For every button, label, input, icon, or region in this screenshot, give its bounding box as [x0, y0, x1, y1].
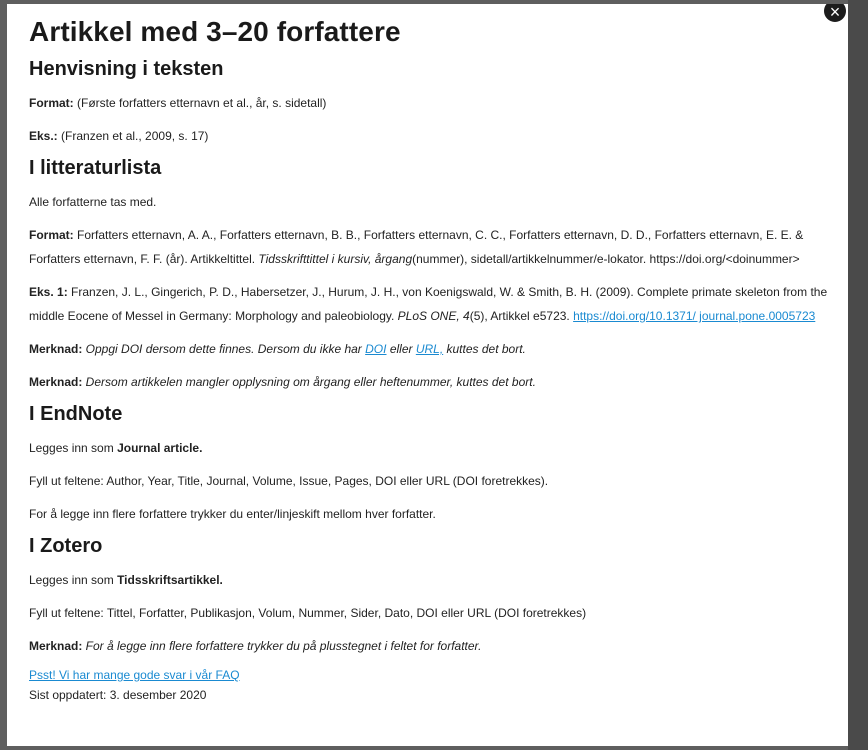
reflist-example: Eks. 1: Franzen, J. L., Gingerich, P. D., Habersetzer, J., Hurum, J. H., von Koenigswald, W. & Smith, B. H. (2009). Complete primate skeleton from the middle Eocene of Messel in Germany: Morphology and paleobiology. PLoS ONE, 4(5), Artikkel e5723. https://doi.org/10.1371/ journal.pone.0005723 [29, 285, 828, 323]
citation-example: Eks.: (Franzen et al., 2009, s. 17) [29, 129, 209, 143]
citation-modal [7, 4, 848, 746]
page-title: Artikkel med 3–20 forfattere [29, 16, 401, 47]
reflist-note-doi: Merknad: Oppgi DOI dersom dette finnes. Dersom du ikke har DOI eller URL, kuttes det bort. [29, 342, 526, 356]
section-heading-reflist: I litteraturlista [29, 157, 162, 179]
section-heading-endnote: I EndNote [29, 403, 123, 425]
zotero-note: Merknad: For å legge inn flere forfattere trykker du på plusstegnet i feltet for forfatter. [29, 639, 482, 653]
last-updated: Sist oppdatert: 3. desember 2020 [29, 688, 207, 702]
faq-link[interactable]: Psst! Vi har mange gode svar i vår FAQ [29, 668, 240, 682]
citation-format: Format: (Første forfatters etternavn et al., år, s. sidetall) [29, 96, 327, 110]
reflist-note-volume: Merknad: Dersom artikkelen mangler opplysning om årgang eller heftenummer, kuttes det bort. [29, 375, 536, 389]
section-heading-zotero: I Zotero [29, 535, 103, 557]
endnote-authors: For å legge inn flere forfattere trykker du enter/linjeskift mellom hver forfatter. [29, 507, 436, 521]
url-help-link[interactable]: URL, [415, 342, 444, 356]
endnote-fields: Fyll ut feltene: Author, Year, Title, Journal, Volume, Issue, Pages, DOI eller URL (DOI foretrekkes). [29, 474, 549, 488]
doi-help-link[interactable]: DOI [365, 342, 387, 356]
section-heading-citation: Henvisning i teksten [29, 58, 224, 80]
endnote-type: Legges inn som Journal article. [29, 441, 203, 455]
close-icon[interactable]: × [822, 4, 848, 24]
doi-link[interactable]: https://doi.org/10.1371/ journal.pone.0005723 [573, 309, 816, 323]
faq-paragraph [29, 665, 828, 685]
reflist-format: Format: Forfatters etternavn, A. A., Forfatters etternavn, B. B., Forfatters etternavn, C. C., Forfatters etternavn, D. D., Forfatters etternavn, E. E. & Forfatters etternavn, F. F. (år). Artikkeltittel. Tidsskrifttittel i kursiv, årgang(nummer), sidetall/artikkelnummer/e-lokator. https://doi.org/<doinummer> [29, 228, 804, 266]
reflist-intro: Alle forfatterne tas med. [29, 195, 157, 209]
zotero-type: Legges inn som Tidsskriftsartikkel. [29, 573, 223, 587]
background-overlay [848, 0, 868, 750]
zotero-fields: Fyll ut feltene: Tittel, Forfatter, Publikasjon, Volum, Nummer, Sider, Dato, DOI eller URL (DOI foretrekkes) [29, 606, 587, 620]
